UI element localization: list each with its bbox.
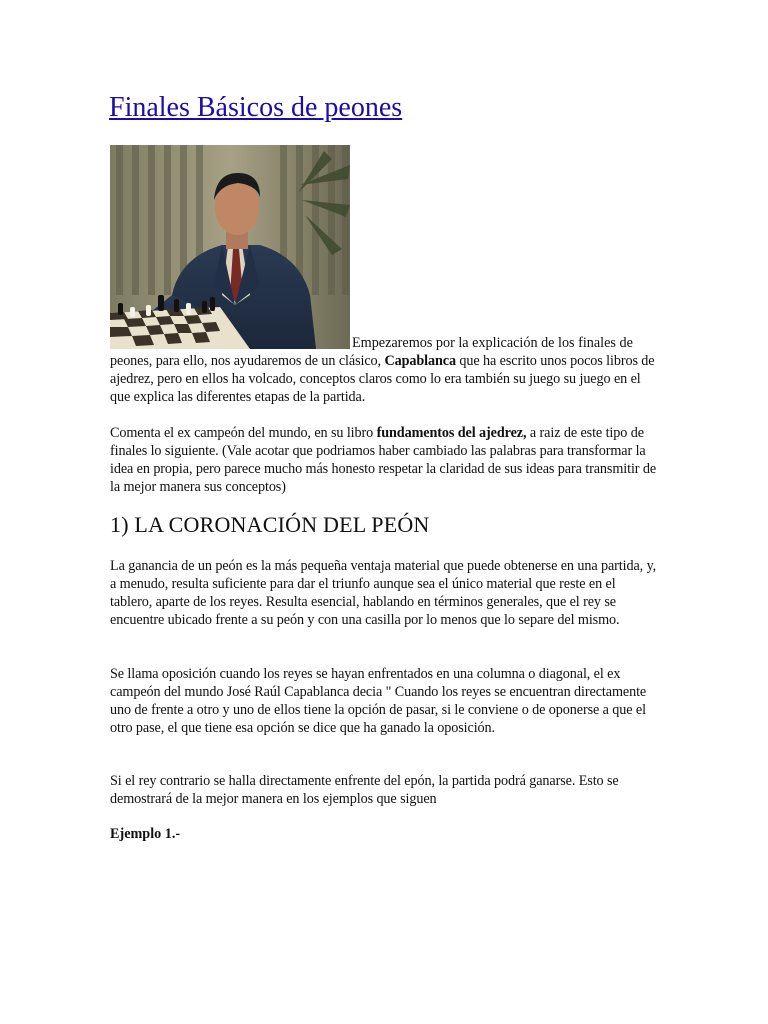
section-heading: 1) LA CORONACIÓN DEL PEÓN xyxy=(110,512,430,537)
oposicion-paragraph: Se llama oposición cuando los reyes se hayan enfrentados en una columna o diagonal, el ex campeón del mundo José Raúl Capablanca decia " Cuando los reyes se encuentran directamente uno de frente a otro y uno de ellos tiene la opción de pasar, si le conviene o de oponerse a que el otro pase, el que tiene esa opción se dice que ha ganado la oposición. xyxy=(110,666,647,736)
rey-contrario-paragraph: Si el rey contrario se halla directamente enfrente del epón, la partida podrá ganarse. Esto se demostrará de la mejor manera en los ejemplos que siguen xyxy=(110,773,619,807)
page-title-link[interactable]: Finales Básicos de peones xyxy=(109,92,403,123)
intro-first-line: Empezaremos por la explicación de los finales de xyxy=(352,335,633,351)
para2-text-b: a raiz de este tipo de finales lo siguiente. (Vale acotar que podriamos haber cambiado las palabras para transformar la idea en propia, pero parece mucho más honesto respetar la claridad de sus ideas para transmitir de la mejor manera sus conceptos) xyxy=(110,425,657,495)
ganancia-paragraph: La ganancia de un peón es la más pequeña ventaja material que puede obtenerse en una partida, y, a menudo, resulta suficiente para dar el triunfo aunque sea el único material que reste en el tablero, aparte de los reyes. Resulta esencial, hablando en términos generales, que el rey se encuentre ubicado frente a su peón y con una casilla por lo menos que lo separe del mismo. xyxy=(110,558,657,628)
intro-text-b: que ha escrito unos pocos libros de ajedrez, pero en ellos ha volcado, conceptos claros como lo era también su juego su juego en el que explica las diferentes etapas de la partida. xyxy=(110,353,655,405)
example-label: Ejemplo 1.- xyxy=(110,826,181,842)
fundamentos-bold: fundamentos del ajedrez, xyxy=(376,425,527,441)
capablanca-photo xyxy=(110,145,350,349)
intro-text-a: peones, para ello, nos ayudaremos de un clásico, xyxy=(110,353,385,369)
capablanca-bold: Capablanca xyxy=(384,353,456,369)
fundamentos-paragraph xyxy=(110,424,660,496)
para2-text-a: Comenta el ex campeón del mundo, en su libro xyxy=(110,425,377,441)
intro-paragraph xyxy=(110,352,660,406)
